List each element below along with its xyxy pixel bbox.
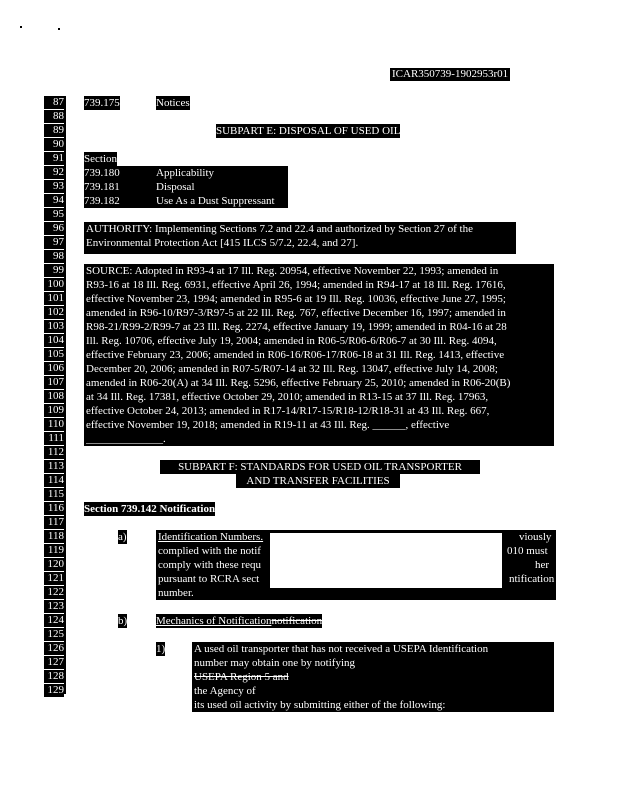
item-b-text: Mechanics of Notificationnotification xyxy=(156,615,323,627)
line-number: 102 xyxy=(44,306,64,319)
section-label: Section xyxy=(84,153,117,165)
scan-speck xyxy=(58,28,60,30)
line-number: 109 xyxy=(44,404,64,417)
line-number: 108 xyxy=(44,390,64,403)
line-number: 115 xyxy=(44,488,64,501)
line-number: 100 xyxy=(44,278,64,291)
redaction-mask xyxy=(270,533,502,588)
section-title: Disposal xyxy=(156,181,195,193)
section-number: 739.181 xyxy=(84,181,120,193)
section-row xyxy=(84,194,288,208)
item-a-text: Identification Numbers. complied with the notif comply with these requ pursuant to RCRA sect number. xyxy=(156,530,556,600)
item-b-label: b) xyxy=(118,615,128,627)
line-number: 95 xyxy=(44,208,64,221)
source-note: SOURCE: Adopted in R93-4 at 17 Ill. Reg. 20954, effective November 22, 1993; amended in R93-16 at 18 Ill. Reg. 6931, effective April 26, 1994; amended in R94-17 at 18 Ill. Reg. 17616, effective November 23, 1994; amended in R95-6 at 19 Ill. Reg. 10036, effective June 27, 1995; amended in R96-10/R97-3/R97-5 at 22 Ill. Reg. 767, effective December 16, 1997; amended in R98-21/R99-2/R99-7 at 23 Ill. Reg. 2274, effective January 19, 1999; amended in R04-16 at 28 Ill. Reg. 10706, effective July 19, 2004; amended in R06-5/R06-6/R06-7 at 30 Ill. Reg. 4094, effective February 23, 2006; amended in R06-16/R06-17/R06-18 at 31 Ill. Reg. 1413, effective December 20, 2006; amended in R07-5/R07-14 at 32 Ill. Reg. 13047, effective July 14, 2008; amended in R06-20(A) at 34 Ill. Reg. 5296, effective February 25, 2010; amended in R06-20(B) at 34 Ill. Reg. 17381, effective October 29, 2010; amended in R13-15 at 37 Ill. Reg. 17963, effective October 24, 2013; amended in R17-14/R17-15/R18-12/R18-31 at 43 Ill. Reg. 667, effective November 19, 2018; amended in R19-11 at 43 Ill. Reg. ______, effective ______________. xyxy=(84,264,554,446)
section-title: Use As a Dust Suppressant xyxy=(156,195,275,207)
section-number: 739.180 xyxy=(84,167,120,179)
item-a-fragment: 010 must xyxy=(507,545,548,557)
line-number: 110 xyxy=(44,418,64,431)
line-number: 88 xyxy=(44,110,64,123)
item-b1-text: A used oil transporter that has not received a USEPA Identification number may obtain one by notifying USEPA Region 5 and the Agency of its used oil activity by submitting either of the following: xyxy=(192,642,554,712)
line-number: 127 xyxy=(44,656,64,669)
line-number: 97 xyxy=(44,236,64,249)
line-number: 121 xyxy=(44,572,64,585)
line-number: 89 xyxy=(44,124,64,137)
line-number: 104 xyxy=(44,334,64,347)
line-number: 93 xyxy=(44,180,64,193)
line-number: 90 xyxy=(44,138,64,151)
line-number: 112 xyxy=(44,446,64,459)
part-heading-title: Notices xyxy=(156,97,190,109)
line-number: 101 xyxy=(44,292,64,305)
scan-speck xyxy=(20,26,22,28)
line-number-rule xyxy=(64,96,66,694)
line-number: 117 xyxy=(44,516,64,529)
line-number: 116 xyxy=(44,502,64,515)
item-a-label: a) xyxy=(118,531,127,543)
line-number: 123 xyxy=(44,600,64,613)
item-b1-label: 1) xyxy=(156,643,166,655)
line-number: 125 xyxy=(44,628,64,641)
subpart-f-heading-line1: SUBPART F: STANDARDS FOR USED OIL TRANSPORTER xyxy=(160,460,480,474)
line-number: 113 xyxy=(44,460,64,473)
line-number: 118 xyxy=(44,530,64,543)
line-number: 105 xyxy=(44,348,64,361)
line-number: 107 xyxy=(44,376,64,389)
item-a-fragment: viously xyxy=(519,531,552,543)
line-number: 120 xyxy=(44,558,64,571)
line-number: 98 xyxy=(44,250,64,263)
line-number: 103 xyxy=(44,320,64,333)
line-number: 111 xyxy=(44,432,64,445)
line-number: 128 xyxy=(44,670,64,683)
line-number: 124 xyxy=(44,614,64,627)
item-a-fragment: ntification xyxy=(509,573,555,585)
line-number: 92 xyxy=(44,166,64,179)
part-heading-number: 739.175 xyxy=(84,97,120,109)
section-title: Applicability xyxy=(156,167,215,179)
line-number: 122 xyxy=(44,586,64,599)
subpart-e-heading: SUBPART E: DISPOSAL OF USED OIL xyxy=(216,125,401,137)
authority-note: AUTHORITY: Implementing Sections 7.2 and 22.4 and authorized by Section 27 of the Environmental Protection Act [415 ILCS 5/7.2, 22.4, and 27]. xyxy=(84,222,516,254)
line-number: 91 xyxy=(44,152,64,165)
line-number: 99 xyxy=(44,264,64,277)
section-739-142-heading: Section 739.142 Notification xyxy=(84,503,216,515)
line-number: 119 xyxy=(44,544,64,557)
line-number: 87 xyxy=(44,96,64,109)
line-number: 114 xyxy=(44,474,64,487)
document-header-code: ICAR350739-1902953r01 xyxy=(392,68,509,80)
section-row xyxy=(84,180,288,194)
line-number: 94 xyxy=(44,194,64,207)
subpart-f-heading-line2: AND TRANSFER FACILITIES xyxy=(236,474,400,488)
item-a-fragment: her xyxy=(535,559,550,571)
line-number: 126 xyxy=(44,642,64,655)
section-number: 739.182 xyxy=(84,195,120,207)
line-number: 106 xyxy=(44,362,64,375)
line-number: 96 xyxy=(44,222,64,235)
line-number: 129 xyxy=(44,684,64,697)
section-row xyxy=(84,166,288,180)
